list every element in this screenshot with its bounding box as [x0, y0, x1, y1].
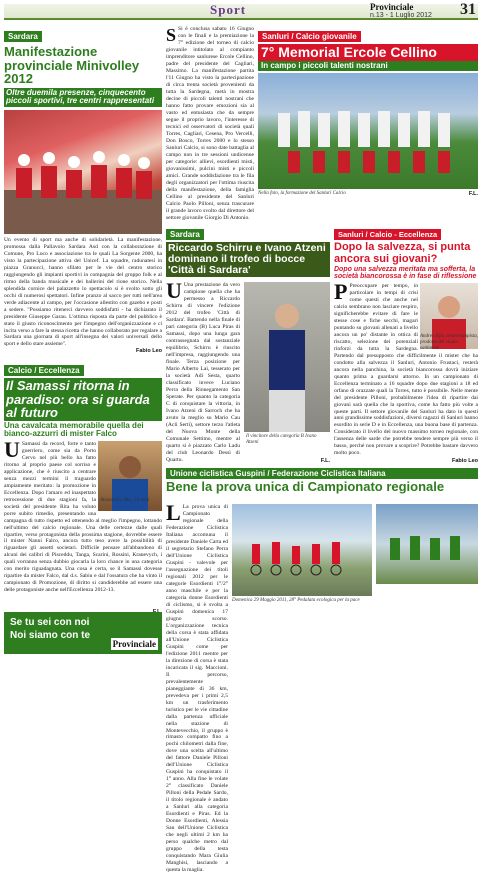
- article-headline: Riccardo Schirru e Ivano Atzeni dominano il trofeo di bocce 'Città di Sardara': [166, 242, 330, 277]
- article-body: U Samassi da record, forte e tanto guerriero, come sia da Porto Cervo nel più bello ha fatto ritorno al proprio paese col sorriso e applicazione, che è riuscito a centrare senza mezzi termini il traguardo ampiamente meritato: la promozione in Eccellenza. Dopo l'amaro ed inaspettato retrocessione di due stagioni fa, la società del presidente Rita ha voluto porre subito rimedio, presentando una campagna di tutto rispetto ed ottenendo al meglio l'impegno, lottando nell'ultimo del calcio regionale. Una delle certezze dalle quali ripartire, verso protagonista della prossima stagione, dovrebbe essere il mister Nanni Falco, ancora tutto teso avere la possibilità di riguardare gli assetti societari. Difficile pensare all'abbandono di alcuni dei calibri di Pisceddu, Tanga, Scarini, Rossini, Kranevych, i quali vorranno senza dubbio giocarla la loro chance in una categoria con merito riguadagnata. Una cosa è certa, se il Samassi dovesse ripartire da mister Falco, dal d.s. Sabiu e dal l'ossatura che ha vinto il campionato di Promozione, di diritto si candiderebbe ad essere una delle protagoniste anche nell'Eccellenza 2012-13.: [4, 436, 162, 594]
- player-photo-illustration: [244, 282, 330, 432]
- promo-brand: Provinciale: [112, 639, 156, 649]
- article-signature: Fabio Leo: [452, 458, 478, 464]
- article-signature: F.L.: [468, 191, 478, 198]
- article-subheadline: Dopo una salvezza meritata ma sofferta, la società biancorossa è in fase di riflessione: [334, 266, 477, 281]
- article-samassi: [4, 360, 162, 610]
- team-photo-illustration: [258, 73, 478, 189]
- article-headline: Dopo la salvezza, si punta ancora sui giovani?: [334, 241, 471, 265]
- masthead-issue: n.13 - 1 Luglio 2012: [370, 12, 432, 19]
- article-cellino: [166, 25, 478, 221]
- article-kicker: Sardara: [166, 229, 204, 240]
- article-subheadline: In campo i piccoli talenti nostrani: [258, 61, 478, 71]
- photo-caption: Nella foto, la formazione del Sanluri Calcio: [258, 191, 346, 197]
- article-body: S Si è conclusa sabato 16 Giugno con le finali e la premiazione la 7° edizione del torneo di calcio giovanile intitolato al compianto imprenditore sanlurese Ercole Cellino, padre del presidente del Cagliari, Massimo. La manifestazione partita l'11 Giugno ha visto la partecipazione di circa trenta società provenienti da tutta la Sardegna, metà in mostra decine di piccoli talenti nostrani che hanno fatto provare emozioni sia al vasto ed entusiasta che da sempre segue il proprio lavoro, l'interesse di tecnici ed osservatori di società quali Torres, Cagliari, Cesena, Pro Vercelli, Don Bosco, Torres 2000 e lo stesso Sanluri Calcio, si sono date battaglia al campo non in tre sessioni undicenne per categorie: allievi, esordienti misti, giovanissimi, pulcini misti e piccoli amici. Grande soddisfazione tra le fila degli organizzatori per l'ottima riuscita della manifestazione, della famiglia Cellino al presidente del Sanluri Calcio Paolo Pilloni, senza trascurare il grande lavoro svolto dal direttore del settore giovanile Giorgio Di Antonio.: [166, 25, 254, 221]
- article-signature: Fabio Leo: [136, 348, 162, 355]
- minivolley-photo: [4, 110, 162, 234]
- page-number: 31: [460, 1, 476, 18]
- photo-caption: Domenica 29 Maggio 2011, 28° Pedalata ecologica per la pace: [232, 598, 360, 603]
- article-signature: F.L.: [320, 458, 330, 464]
- promo-line-1: Se tu sei con noi: [10, 617, 90, 628]
- cycling-photo-illustration: [232, 504, 372, 596]
- article-headline: Bene la prova unica di Campionato regionale: [166, 479, 445, 494]
- section-title: Sport: [210, 2, 247, 17]
- article-minivolley: [4, 26, 162, 356]
- masthead-brand: Provinciale: [370, 2, 414, 12]
- article-subheadline: Una cavalcata memorabile quella dei bianco-azzurri di mister Falco: [4, 420, 144, 439]
- bocce-winner-photo: [244, 282, 330, 432]
- cycling-photo: [232, 504, 372, 596]
- promo-box: [4, 612, 162, 654]
- team-photo: [258, 73, 478, 189]
- article-bocce: [166, 224, 330, 464]
- cycling-photo-2: [376, 504, 478, 584]
- article-kicker: Calcio / Eccellenza: [4, 365, 84, 376]
- article-body: P Preoccupare per tempo, in particolare in tempi di crisi come questi che anche nel calcio sembrano non lasciare respiro, significherebbe evitare di fare le stesse cose e fiche secchi, magari puntando su giovani allenati a livello ancora un po' distante in ottica di riscatto, selezione dei potenziali rinforzi da tutta la Sardegna. Partendo dal presupposto che difficilmente il mister che ha condotto alla salvezza il Sanluri, Antonio Frustaci, resterà ancora nella panchina, la società biancorossa dovrà iniziare quanto prima a guardarsi attorno. In un campionato di Eccellenza terminato a 16 squadre dopo due stagioni a 18 ed orfano di orazzate quali la Torres, tutto è possibile. Nelle mente del presidente Pilloni, probabilmente l'idea di ripartire dai giovani sarà quella che la sportiva, come ha fatto più volte a queste parti. Il settore giovanile del Sanluri ha dato in questi anni grandissime soddisfazioni, diversi ragazzi di Sanluri hanno esordito in serie D e in Eccellenza, una buona base di partenza. Considerato il livello del nuovo massimo torneo regionale, con l'assenza delle sarde che potrebbe tendere sempre più verso il basso, perché non provare a scoprire? Potrebbe bastare davvero molto poco.: [334, 278, 478, 457]
- article-headline: Manifestazione provinciale Minivolley 2012: [4, 44, 140, 87]
- article-kicker: Sardara: [4, 31, 42, 42]
- article-kicker: Sanluri / Calcio - Eccellenza: [334, 229, 441, 240]
- photo-caption: Il vincitore della categoria B Ivano Atzeni: [246, 434, 317, 445]
- article-kicker: Unione ciclistica Guspini / Federazione Ciclistica Italiana: [166, 468, 478, 479]
- article-subheadline: Oltre duemila presenze, cinquecento piccoli sportivi, tre centri rappresentati: [4, 88, 162, 107]
- promo-line-2: Noi siamo con te: [10, 630, 91, 641]
- cycling-photo-illustration: [376, 504, 478, 584]
- crowd-photo-illustration: [4, 110, 162, 234]
- photo-caption: Andrea Ejiz, centrocampista, prodotto del vivaio sanlurese: [420, 334, 478, 351]
- article-sanluri-calcio: [334, 224, 478, 464]
- article-headline: 7° Memorial Ercole Cellino: [258, 44, 478, 61]
- article-kicker: Sanluri / Calcio giovanile: [258, 31, 361, 42]
- article-body: U Una prestazione da vero campione quella che ha permesso a Riccardo Schirru di vincere l'edizione 2012 del trofeo 'Città di Sardara'. Battendo nella finale di pari categoria (B) Luca Piras di Samassi, dopo una lunga gara contrassegnata dal sostanziale equilibrio, Schirru è riuscito nell'impresa, raggiungendo una finale. Terza posizione per Mario Alberto Lai, tesserato per la società Adi Sesta, quarto classificato invece Luciano Perra della Rinnegamento San Sperate. Per quanto la categoria C di conquistare la vittoria, in Ivano Atzeni di Sarroch che ha avuto la meglio su Mario Cau (Acli Serti), settore terzo l'atleta del Nuova Monte della Comunale Settimo, mentre al quarto si è piazzato Carlo Ladu del club Leonardo Dessì di Quartu.: [166, 278, 240, 463]
- article-ciclismo: [166, 468, 478, 874]
- masthead: [370, 2, 432, 19]
- article-body: L La prova unica di Campionato regionale della Federazione Ciclistica Italiana accomuna il presidente Daniele Carta ed il segretario Stefano Perra dell'Unione Ciclistica Guspini - valevole per l'assegnazione dei titoli regionali 2012 per le categorie Esordienti 1°/2° anno maschile e per la categoria donne Esordienti di ciclismo, si è svolta a Guspini domenica 17 giugno scorso. L'organizzazione tecnica della corsa è stata affidata all'Unione Ciclistica Guspini come per l'edizione 2011 mentre per la direzione di corsa è stata incaricata il sig. Maccioni. Il percorso, prevalentemente pianeggiante di 36 km, prevedeva per i primi 2,5 km un trasferimento turistico per le vie cittadine dalla partenza ufficiale nella stazione di Montevecchio, il gruppo è rimasto compatto fino a pochi chilometri dalla fine, dove una scelta all'ultimo del fattore Daniele Pilloni dell'Unione Ciclistica Guspini ha conquistato il 1° anno. Alla fine le volate 2° classificato Daniele Pilloni della Pedale Sardo, il titolo regionale è andato a Sanluri alla categoria Esordienti e Piras. Ed la Donne Esordienti, Alessia Sau dell'Unione Ciclistica che negli ultimi 2 km ha perso qualche metro dal gruppo della testa conquistando Mara Giulia Manghisi, lasciando a questa la maglia.: [166, 500, 228, 874]
- photo-caption: Alessandro Bba, 19 anni: [100, 498, 150, 503]
- article-body: Un evento di sport ma anche di solidarietà. La manifestazione, promossa dalla Pallavolo Sardara Asd con la collaborazione di Comune, Pro Loco e associazione tra le quali La Sorgente 2000, ha visto la partecipazione attiva del Unicef. La squadre, radunatesi in piazza Granucci, hanno sfilato per le vie del centro storico raggiungendo gli impianti sportivi in compagnia del gruppo folk e al ritmo della banda musicale e dei ballerini del rione storico. Nella splendida cornice del palazzetto lo spettacolo si è svolto sotto gli occhi di numerosi spettatori. Infine pranzo al sacco per tutti nell'area verde adiacente al campo, per l'occasione allestito con gazebo e posti a sedere. "Possiamo ritenerci davvero soddisfatti - ha dichiarato il presidente Giuseppe Garau. L'ottima risposta da parte del pubblico è stato il giusto riconoscimento per l'impegno dell'organizzazione e ci incita verso a fare la stessa ricetta che hanno collaborato per regalare a Sardara una giornata di sport all'insegna dei valori universali dello sport e dello stare assieme".: [4, 236, 162, 348]
- article-headline: Il Samassi ritorna in paradiso: ora si guarda al futuro: [4, 378, 162, 421]
